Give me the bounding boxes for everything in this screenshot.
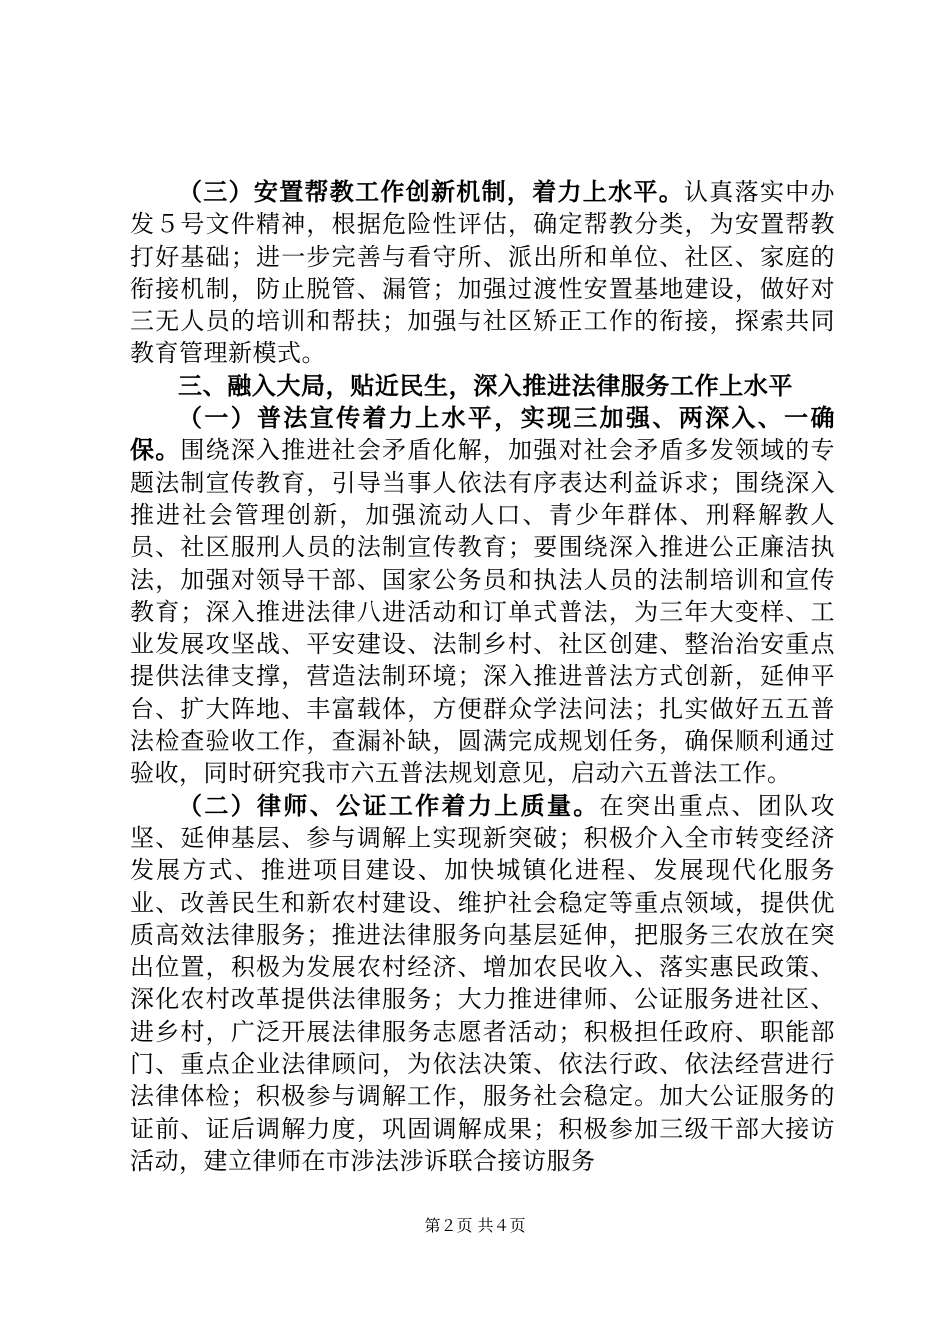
paragraph-lead: （三）安置帮教工作创新机制，着力上水平。 xyxy=(178,177,684,206)
paragraph-text: 在突出重点、团队攻坚、延伸基层、参与调解上实现新突破；积极介入全市转变经济发展方式、推进项目建设、加快城镇化进程、发展现代化服务业、改善民生和新农村建设、维护社会稳定等重点领域，提供优质高效法律服务；推进法律服务向基层延伸，把服务三农放在突出位置，积极为发展农村经济、增加农民收入、落实惠民政策、深化农村改革提供法律服务；大力推进律师、公证服务进社区、进乡村，广泛开展法律服务志愿者活动；积极担任政府、职能部门、重点企业法律顾问，为依法决策、依法行政、依法经营进行法律体检；积极参与调解工作，服务社会稳定。加大公证服务的证前、证后调解力度，巩固调解成果；积极参加三级干部大接访活动，建立律师在市涉法涉诉联合接访服务 xyxy=(130,791,836,1175)
paragraph-lead: （一）普法宣传着力上水平，实现三加强、两深入、一确保。 xyxy=(130,403,835,465)
paragraph-text: 认真落实中办发５号文件精神，根据危险性评估，确定帮教分类，为安置帮教打好基础；进一步完善与看守所、派出所和单位、社区、家庭的衔接机制，防止脱管、漏管；加强过渡性安置基地建设，做好对三无人员的培训和帮扶；加强与社区矫正工作的衔接，探索共同教育管理新模式。 xyxy=(130,178,835,368)
document-body xyxy=(130,176,835,1177)
paragraph-resettlement xyxy=(130,176,835,370)
paragraph-lead: （二）律师、公证工作着力上质量。 xyxy=(178,790,600,820)
paragraph-text: 围绕深入推进社会矛盾化解，加强对社会矛盾多发领域的专题法制宣传教育，引导当事人依法有序表达利益诉求；围绕深入推进社会管理创新，加强流动人口、青少年群体、刑释解教人员、社区服刑人员的法制宣传教育；要围绕深入推进公正廉洁执法，加强对领导干部、国家公务员和执法人员的法制培训和宣传教育；深入推进法律八进活动和订单式普法，为三年大变样、工业发展攻坚战、平安建设、法制乡村、社区创建、整治治安重点提供法律支撑，营造法制环境；深入推进普法方式创新，延伸平台、扩大阵地、丰富载体，方便群众学法问法；扎实做好五五普法检查验收工作，查漏补缺，圆满完成规划任务，确保顺利通过验收，同时研究我市六五普法规划意见，启动六五普法工作。 xyxy=(130,436,836,788)
page-number-footer: 第２页 共４页 xyxy=(424,1216,526,1235)
section-heading: 三、融入大局，贴近民生，深入推进法律服务工作上水平 xyxy=(178,370,793,400)
paragraph-legal-publicity xyxy=(130,402,835,790)
paragraph-lawyer-notary xyxy=(130,790,835,1178)
